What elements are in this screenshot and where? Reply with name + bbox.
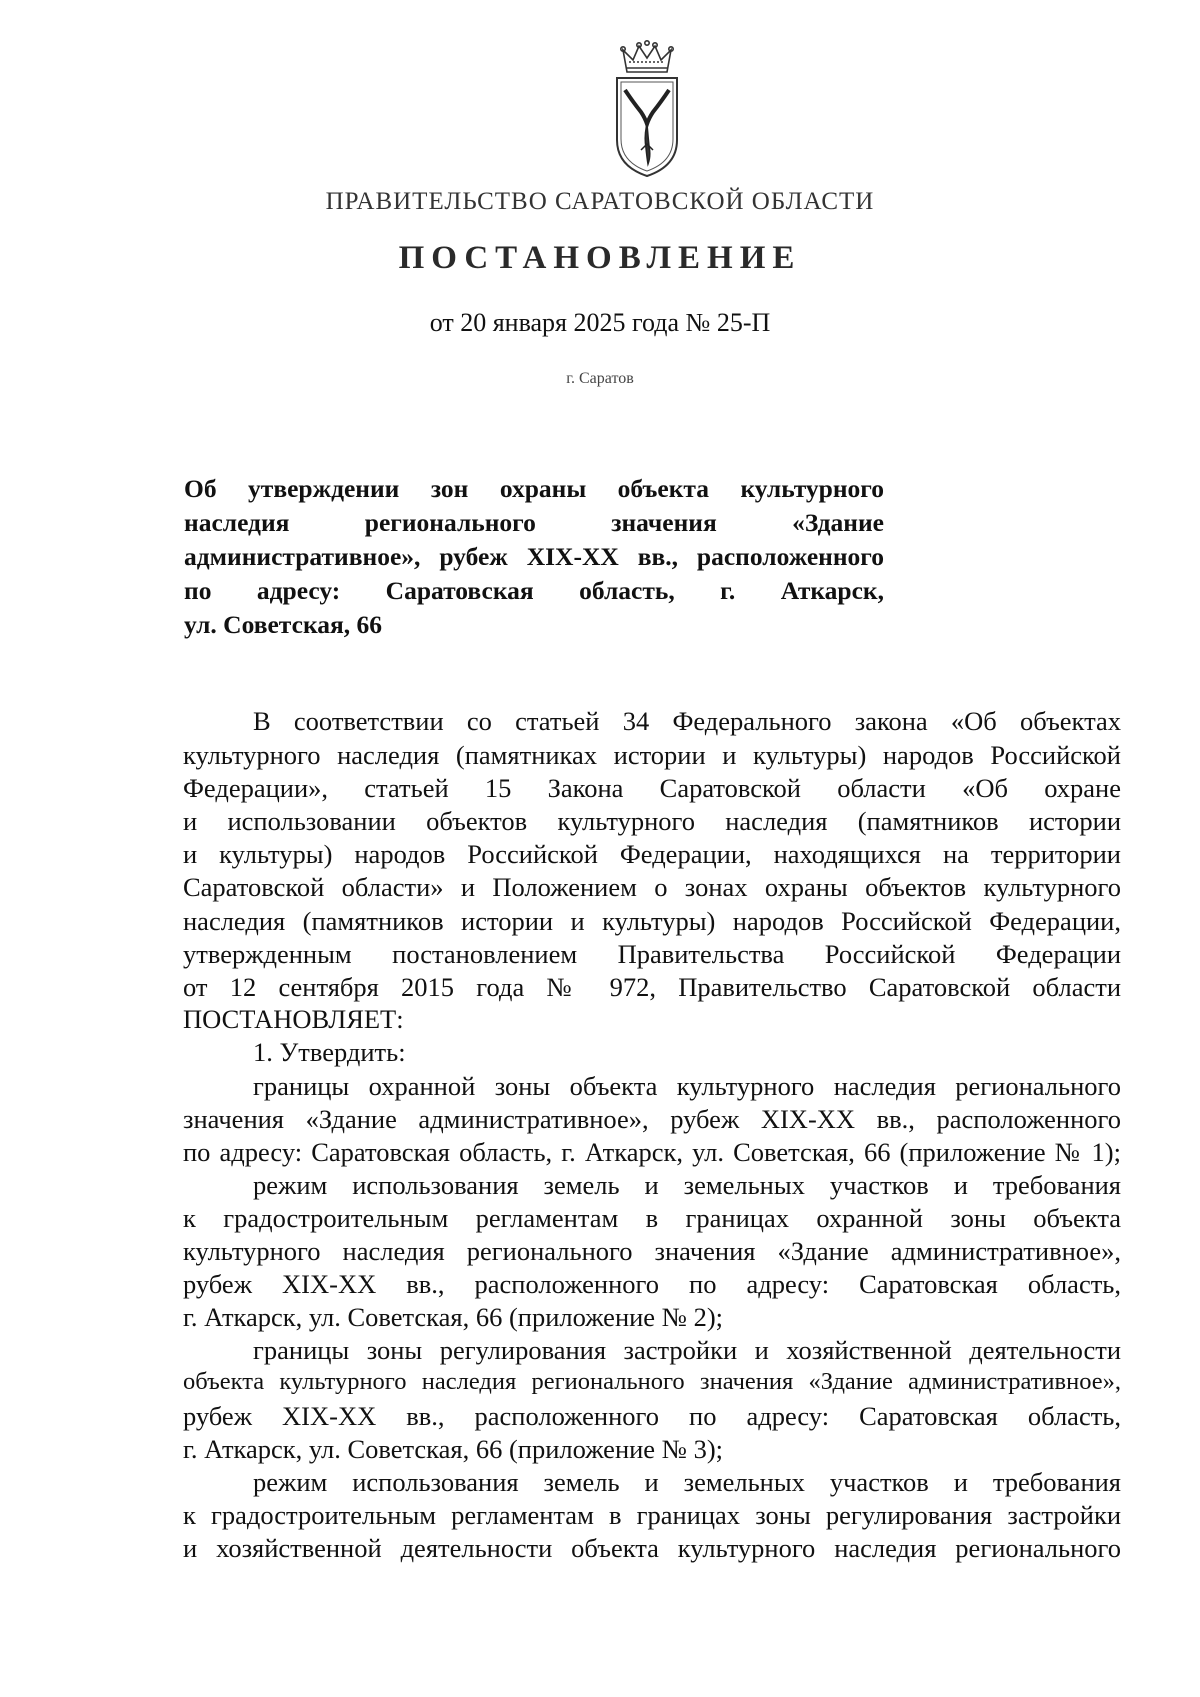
body-line: утвержденным постановлением Правительства Российской Федерации <box>183 939 1121 969</box>
body-line: г. Аткарск, ул. Советская, 66 (приложение № 3); <box>183 1434 724 1464</box>
organization-name: ПРАВИТЕЛЬСТВО САРАТОВСКОЙ ОБЛАСТИ <box>325 188 875 215</box>
title-line: ул. Советская, 66 <box>184 610 383 639</box>
body-line: к градостроительным регламентам в границах зоны регулирования застройки <box>183 1500 1121 1530</box>
body-line: Саратовской области» и Положением о зонах охраны объектов культурного <box>183 872 1121 902</box>
body-line: значения «Здание административное», рубеж XIX-XX вв., расположенного <box>183 1104 1121 1134</box>
body-line: и хозяйственной деятельности объекта культурного наследия регионального <box>183 1533 1121 1563</box>
title-line: наследия регионального значения «Здание <box>184 508 884 537</box>
body-line: культурного наследия (памятниках истории и культуры) народов Российской <box>183 740 1121 770</box>
body-line: границы охранной зоны объекта культурного наследия регионального <box>253 1071 1121 1101</box>
body-line: Федерации», статьей 15 Закона Саратовской области «Об охране <box>183 773 1121 803</box>
document-place: г. Саратов <box>566 370 634 387</box>
body-line: наследия (памятников истории и культуры) народов Российской Федерации, <box>183 906 1121 936</box>
body-line: В соответствии со статьей 34 Федерального закона «Об объектах <box>253 706 1121 736</box>
body-line: ПОСТАНОВЛЯЕТ: <box>183 1004 404 1034</box>
body-line: к градостроительным регламентам в границах охранной зоны объекта <box>183 1203 1121 1233</box>
body-line: и использовании объектов культурного наследия (памятников истории <box>183 806 1121 836</box>
body-line: рубеж XIX-XX вв., расположенного по адресу: Саратовская область, <box>183 1269 1121 1299</box>
body-line: границы зоны регулирования застройки и хозяйственной деятельности <box>253 1335 1121 1365</box>
title-line: Об утверждении зон охраны объекта культурного <box>184 474 884 503</box>
document-date-number: от 20 января 2025 года № 25-П <box>429 308 771 337</box>
title-line: по адресу: Саратовская область, г. Аткарск, <box>184 576 884 605</box>
body-line: культурного наследия регионального значения «Здание административное», <box>183 1236 1121 1266</box>
body-line: по адресу: Саратовская область, г. Аткарск, ул. Советская, 66 (приложение № 1); <box>183 1137 1121 1167</box>
body-line: режим использования земель и земельных участков и требования <box>253 1467 1121 1497</box>
body-line: от 12 сентября 2015 года № 972, Правительство Саратовской области <box>183 972 1121 1002</box>
body-line: г. Аткарск, ул. Советская, 66 (приложение № 2); <box>183 1302 724 1332</box>
body-line: 1. Утвердить: <box>253 1037 406 1067</box>
body-line: и культуры) народов Российской Федерации, находящихся на территории <box>183 839 1121 869</box>
document-type: ПОСТАНОВЛЕНИЕ <box>398 240 802 276</box>
title-line: административное», рубеж XIX-XX вв., расположенного <box>184 542 884 571</box>
body-line: режим использования земель и земельных участков и требования <box>253 1170 1121 1200</box>
body-line: объекта культурного наследия регионального значения «Здание административное», <box>183 1368 1121 1395</box>
body-line: рубеж XIX-XX вв., расположенного по адресу: Саратовская область, <box>183 1401 1121 1431</box>
